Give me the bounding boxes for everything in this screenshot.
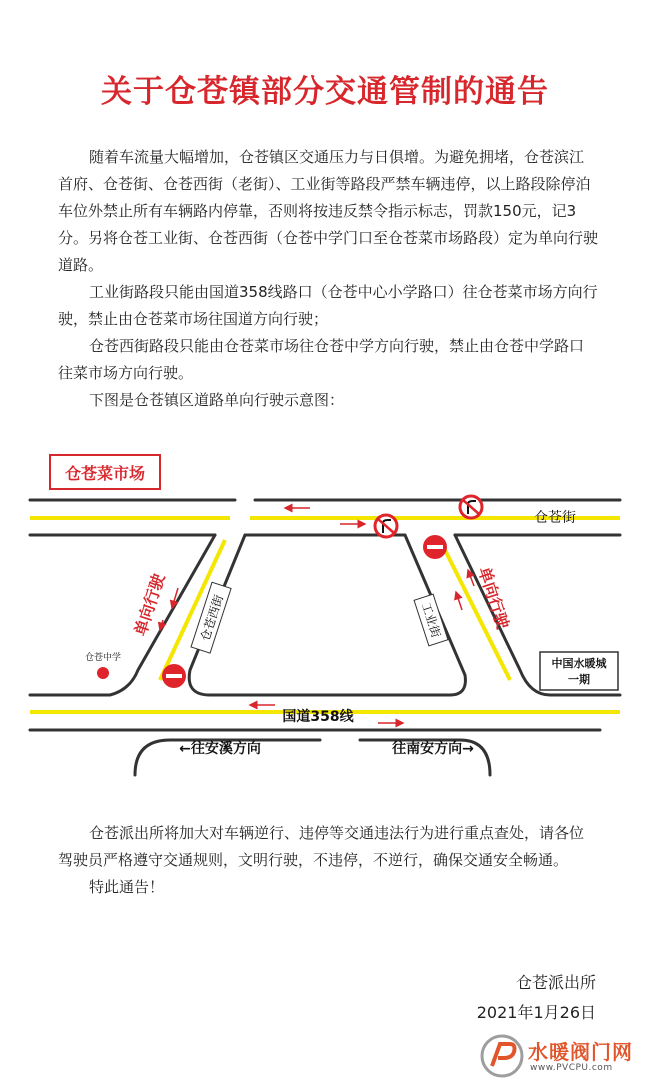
intro-paragraph: 仓苍西街路段只能由仓苍菜市场往仓苍中学方向行驶，禁止由仓苍中学路口往菜市场方向行驶。 [58, 337, 585, 382]
closing-text [58, 820, 598, 901]
no-left-turn-sign-icon [460, 496, 482, 518]
notice-title: 关于仓苍镇部分交通管制的通告 [101, 74, 549, 110]
intro-paragraph: 随着车流量大幅增加，仓苍镇区交通压力与日俱增。为避免拥堵，仓苍滨江首府、仓苍街、仓苍西街（老街）、工业街等路段严禁车辆违停，以上路段除停泊车位外禁止所有车辆路内停靠，否则将按违反禁令指示标志，罚款150元，记3分。另将仓苍工业街、仓苍西街（仓苍中学门口至仓苍菜市场路段）定为单向行驶道路。 [58, 148, 599, 274]
cangcang-street-label: 仓苍街 [534, 510, 576, 526]
no-left-turn-sign-icon [375, 515, 397, 537]
intro-paragraph: 工业街路段只能由国道358线路口（仓苍中心小学路口）往仓苍菜市场方向行驶，禁止由仓苍菜市场往国道方向行驶； [58, 283, 598, 328]
industry-street-label: 工业街 [418, 600, 444, 640]
school-marker-icon [97, 667, 109, 679]
watermark-url: www.PVCPU.com [530, 1063, 613, 1073]
signature-date: 2021年1月26日 [476, 1003, 596, 1022]
national-road-label: 国道358线 [282, 709, 354, 725]
school-label: 仓苍中学 [84, 653, 122, 663]
road-diagram-svg [0, 440, 650, 780]
to-anxi-label: ←往安溪方向 [179, 741, 261, 757]
intro-paragraph: 下图是仓苍镇区道路单向行驶示意图： [89, 391, 345, 409]
closing-paragraph: 仓苍派出所将加大对车辆逆行、违停等交通违法行为进行重点查处，请各位驾驶员严格遵守交通规则，文明行驶，不违停，不逆行，确保交通安全畅通。 [58, 824, 585, 869]
closing-paragraph: 特此通告！ [89, 878, 165, 896]
no-entry-sign-icon [162, 664, 186, 688]
road-diagram [0, 440, 650, 780]
watermark-name: 水暖阀门网 [528, 1040, 633, 1064]
no-entry-sign-icon [423, 535, 447, 559]
signature-org: 仓苍派出所 [515, 973, 596, 992]
watermark [470, 1030, 650, 1083]
plumbing-city-sublabel: 一期 [568, 673, 590, 686]
intro-text [58, 144, 598, 414]
watermark-logo-icon [480, 1034, 524, 1078]
one-way-label-left: 单向行驶 [130, 571, 169, 639]
plumbing-city-label: 中国水暖城 [551, 657, 607, 670]
market-label: 仓苍菜市场 [64, 464, 146, 483]
to-nanan-label: 往南安方向→ [392, 741, 474, 757]
one-way-label-right: 单向行驶 [474, 564, 513, 632]
west-street-label: 仓苍西街 [197, 593, 227, 643]
